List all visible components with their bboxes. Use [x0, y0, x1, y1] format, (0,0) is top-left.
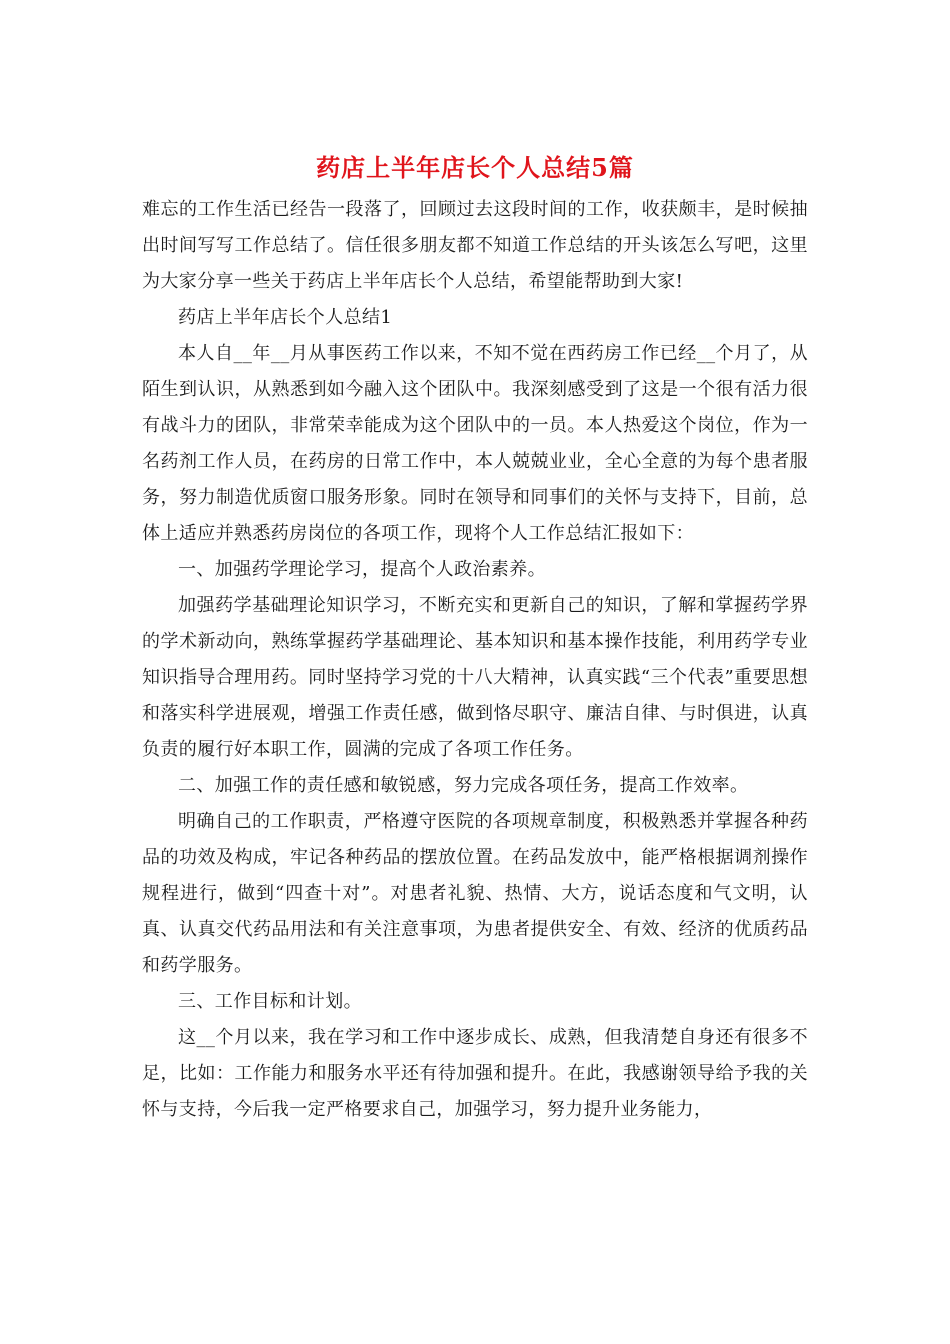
- body-paragraph: 明确自己的工作职责，严格遵守医院的各项规章制度，积极熟悉并掌握各种药品的功效及构成，牢记各种药品的摆放位置。在药品发放中，能严格根据调剂操作规程进行，做到“四查十对”。对患者礼貌、热情、大方，说话态度和气文明，认真、认真交代药品用法和有关注意事项，为患者提供安全、有效、经济的优质药品和药学服务。: [142, 811, 808, 976]
- subheading-1: 一、加强药学理论学习，提高个人政治素养。: [178, 559, 546, 580]
- subheading-2: 二、加强工作的责任感和敏锐感，努力完成各项任务，提高工作效率。: [178, 775, 749, 796]
- intro-paragraph: 难忘的工作生活已经告一段落了，回顾过去这段时间的工作，收获颇丰，是时候抽出时间写写工作总结了。信任很多朋友都不知道工作总结的开头该怎么写吧，这里为大家分享一些关于药店上半年店长个人总结，希望能帮助到大家!: [142, 199, 808, 292]
- body-paragraph: 本人自__年__月从事医药工作以来，不知不觉在西药房工作已经__个月了，从陌生到认识，从熟悉到如今融入这个团队中。我深刻感受到了这是一个很有活力很有战斗力的团队，非常荣幸能成为这个团队中的一员。本人热爱这个岗位，作为一名药剂工作人员，在药房的日常工作中，本人兢兢业业，全心全意的为每个患者服务，努力制造优质窗口服务形象。同时在领导和同事们的关怀与支持下，目前，总体上适应并熟悉药房岗位的各项工作，现将个人工作总结汇报如下：: [142, 343, 808, 544]
- section-heading-1: 药店上半年店长个人总结1: [178, 307, 393, 328]
- subheading-3: 三、工作目标和计划。: [178, 991, 362, 1012]
- document-body: [142, 192, 808, 1128]
- body-paragraph: 加强药学基础理论知识学习，不断充实和更新自己的知识，了解和掌握药学界的学术新动向，熟练掌握药学基础理论、基本知识和基本操作技能，利用药学专业知识指导合理用药。同时坚持学习党的十八大精神，认真实践“三个代表”重要思想和落实科学进展观，增强工作责任感，做到恪尽职守、廉洁自律、与时俱进，认真负责的履行好本职工作，圆满的完成了各项工作任务。: [142, 595, 808, 760]
- body-paragraph: 这__个月以来，我在学习和工作中逐步成长、成熟，但我清楚自身还有很多不足，比如：工作能力和服务水平还有待加强和提升。在此，我感谢领导给予我的关怀与支持，今后我一定严格要求自己，加强学习，努力提升业务能力，: [142, 1027, 808, 1120]
- document-title: 药店上半年店长个人总结5篇: [316, 153, 634, 182]
